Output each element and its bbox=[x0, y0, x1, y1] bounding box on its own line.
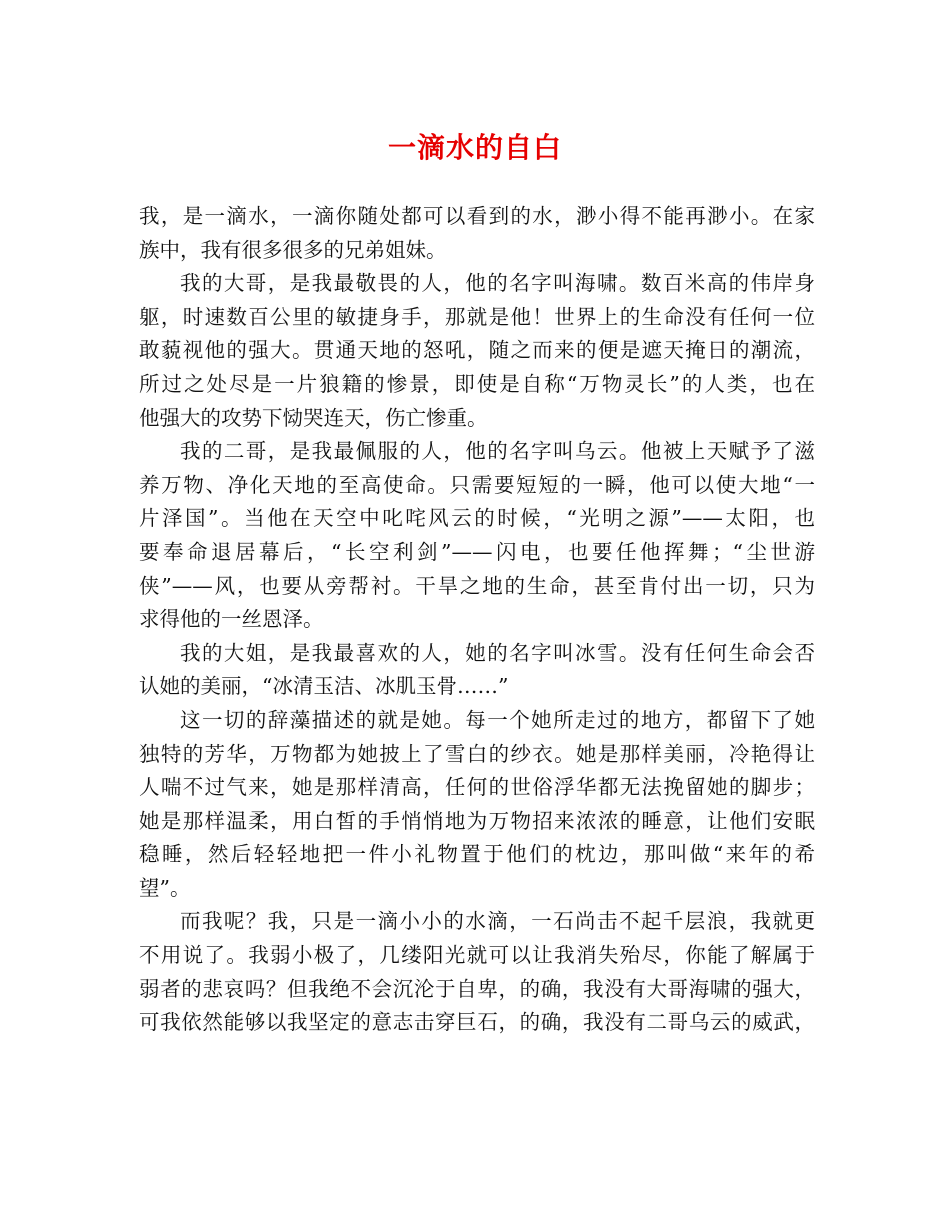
text-line: 养万物、净化天地的至高使命。只需要短短的一瞬，他可以使大地“一 bbox=[139, 472, 815, 497]
text-line: 稳睡，然后轻轻地把一件小礼物置于他们的枕边，那叫做“来年的希 bbox=[139, 842, 815, 867]
text-line: 这一切的辞藻描述的就是她。每一个她所走过的地方，都留下了她 bbox=[180, 707, 815, 732]
text-line: 族中，我有很多很多的兄弟姐妹。 bbox=[139, 237, 447, 262]
text-line: 认她的美丽，“冰清玉洁、冰肌玉骨……” bbox=[139, 674, 509, 699]
text-line: 我的二哥，是我最佩服的人，他的名字叫乌云。他被上天赋予了滋 bbox=[180, 439, 815, 464]
text-line: 所过之处尽是一片狼籍的惨景，即使是自称“万物灵长”的人类，也在 bbox=[139, 371, 815, 396]
text-line: 她是那样温柔，用白皙的手悄悄地为万物招来浓浓的睡意，让他们安眠 bbox=[139, 808, 815, 833]
document-body bbox=[139, 200, 815, 1040]
text-line: 独特的芳华，万物都为她披上了雪白的纱衣。她是那样美丽，冷艳得让 bbox=[139, 741, 815, 766]
text-line: 我的大哥，是我最敬畏的人，他的名字叫海啸。数百米高的伟岸身 bbox=[180, 271, 815, 296]
text-line: 可我依然能够以我坚定的意志击穿巨石，的确，我没有二哥乌云的威武， bbox=[139, 1010, 815, 1035]
text-line: 求得他的一丝恩泽。 bbox=[139, 607, 324, 632]
text-line: 侠”——风，也要从旁帮衬。干旱之地的生命，甚至肯付出一切，只为 bbox=[139, 573, 815, 598]
text-line: 片泽国”。当他在天空中叱咤风云的时候，“光明之源”——太阳，也 bbox=[139, 506, 815, 531]
text-line: 而我呢？我，只是一滴小小的水滴，一石尚击不起千层浪，我就更 bbox=[180, 909, 815, 934]
document-title: 一滴水的自白 bbox=[387, 131, 562, 164]
text-line: 弱者的悲哀吗？但我绝不会沉沦于自卑，的确，我没有大哥海啸的强大， bbox=[139, 976, 815, 1001]
text-line: 人喘不过气来，她是那样清高，任何的世俗浮华都无法挽留她的脚步； bbox=[139, 775, 815, 800]
text-line: 敢藐视他的强大。贯通天地的怒吼，随之而来的便是遮天掩日的潮流， bbox=[139, 338, 815, 363]
text-line: 要奉命退居幕后，“长空利剑”——闪电，也要任他挥舞；“尘世游 bbox=[139, 539, 815, 564]
text-line: 我，是一滴水，一滴你随处都可以看到的水，渺小得不能再渺小。在家 bbox=[139, 204, 815, 228]
text-line: 躯，时速数百公里的敏捷身手，那就是他！世界上的生命没有任何一位 bbox=[139, 304, 815, 329]
text-line: 他强大的攻势下恸哭连天，伤亡惨重。 bbox=[139, 405, 488, 430]
text-line: 望”。 bbox=[139, 875, 191, 900]
text-line: 不用说了。我弱小极了，几缕阳光就可以让我消失殆尽，你能了解属于 bbox=[139, 943, 815, 968]
text-line: 我的大姐，是我最喜欢的人，她的名字叫冰雪。没有任何生命会否 bbox=[180, 640, 815, 665]
